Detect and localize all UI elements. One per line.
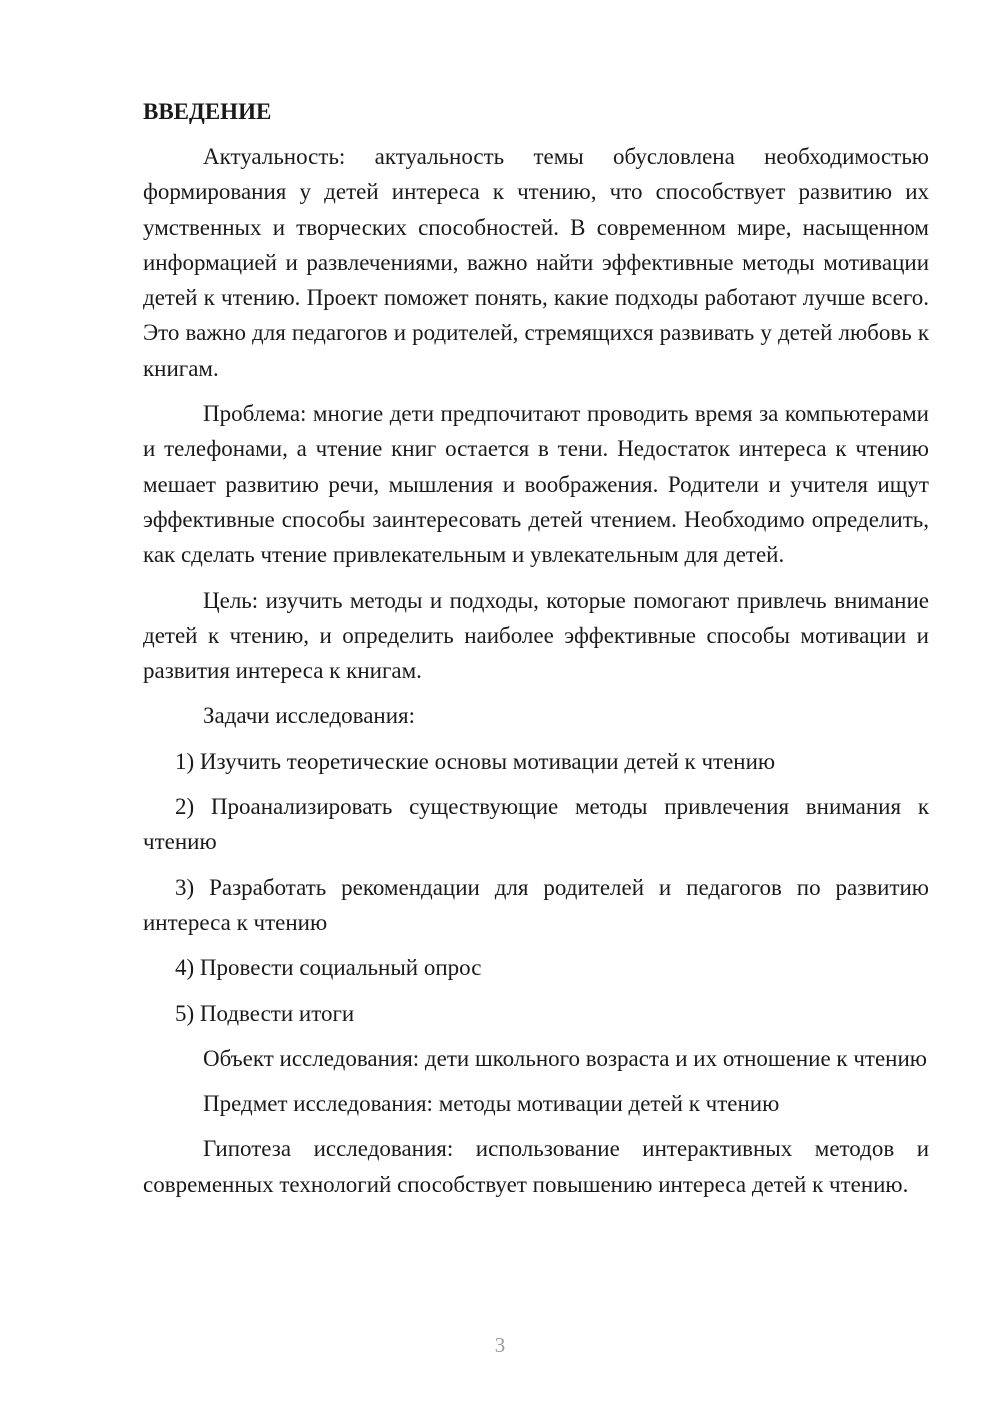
problem-paragraph: Проблема: многие дети предпочитают проводить время за компьютерами и телефонами, а чтение книг остается в тени. Недостаток интереса к чтению мешает развитию речи, мышления и воображения. Родители и учителя ищут эффективные способы заинтересовать детей чтением. Необходимо определить, как сделать чтение привлекательным и увлекательным для детей. bbox=[143, 401, 929, 568]
section-heading: ВВЕДЕНИЕ bbox=[143, 99, 272, 124]
tasks-title: Задачи исследования: bbox=[203, 703, 416, 729]
relevance-paragraph: Актуальность: актуальность темы обусловлена необходимостью формирования у детей интереса к чтению, что способствует развитию их умственных и творческих способностей. В современном мире, насыщенном информацией и развлечениями, важно найти эффективные методы мотивации детей к чтению. Проект поможет понять, какие подходы работают лучше всего. Это важно для педагогов и родителей, стремящихся развивать у детей любовь к книгам. bbox=[143, 144, 929, 381]
object-paragraph: Объект исследования: дети школьного возраста и их отношение к чтению bbox=[203, 1045, 927, 1071]
page-number: 3 bbox=[494, 1333, 506, 1357]
hypothesis-paragraph: Гипотеза исследования: использование интерактивных методов и современных технологий способствует повышению интереса детей к чтению. bbox=[143, 1136, 929, 1197]
goal-paragraph: Цель: изучить методы и подходы, которые помогают привлечь внимание детей к чтению, и определить наиболее эффективные способы мотивации и развития интереса к книгам. bbox=[143, 587, 929, 684]
subject-paragraph: Предмет исследования: методы мотивации детей к чтению bbox=[203, 1091, 780, 1117]
task-item: 5) Подвести итоги bbox=[175, 1000, 355, 1026]
task-item: 3) Разработать рекомендации для родителей и педагогов по развитию интереса к чтению bbox=[143, 874, 929, 935]
task-item: 2) Проанализировать существующие методы привлечения внимания к чтению bbox=[143, 794, 929, 855]
task-item: 4) Провести социальный опрос bbox=[175, 955, 482, 981]
task-item: 1) Изучить теоретические основы мотивации детей к чтению bbox=[175, 748, 776, 774]
document-body bbox=[143, 94, 929, 1212]
